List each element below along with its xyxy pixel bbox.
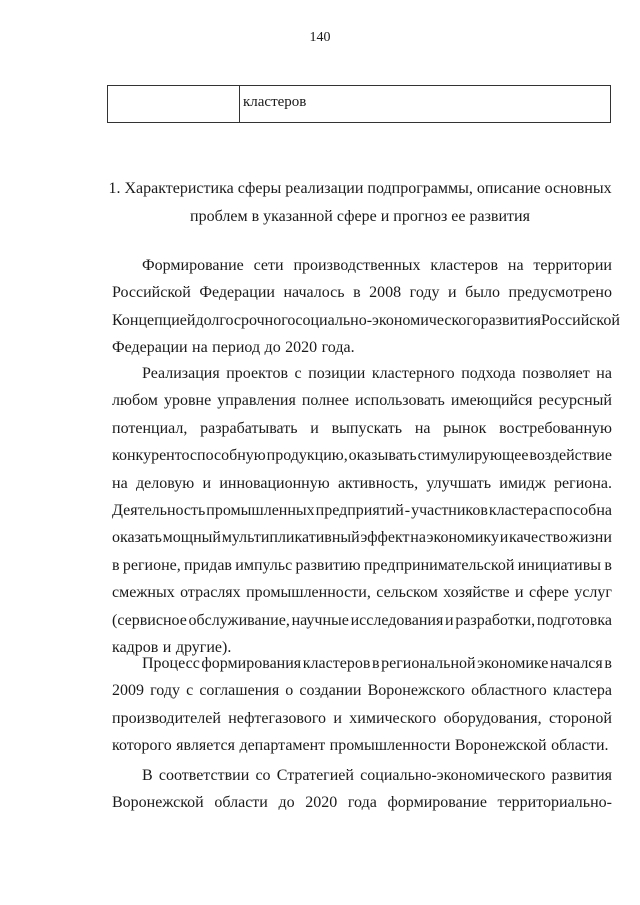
paragraph bbox=[112, 762, 612, 817]
word: в bbox=[112, 556, 120, 574]
word: качество bbox=[509, 529, 569, 547]
word: импульс bbox=[235, 556, 293, 574]
word: на bbox=[192, 339, 208, 357]
word: развития bbox=[551, 767, 612, 784]
word: соответствии bbox=[158, 767, 250, 784]
word: 2020 bbox=[285, 339, 318, 357]
text-line bbox=[112, 789, 612, 816]
word: на bbox=[414, 419, 431, 437]
text-line bbox=[112, 415, 612, 442]
word: Реализация bbox=[142, 365, 220, 382]
word: в bbox=[353, 284, 361, 302]
word: жизни bbox=[568, 529, 612, 547]
word: территориально- bbox=[497, 794, 612, 812]
word: подхода bbox=[461, 365, 516, 382]
word: подготовка bbox=[536, 611, 612, 629]
word: придав bbox=[184, 556, 232, 574]
word: с bbox=[186, 682, 194, 700]
word: предусмотрено bbox=[508, 284, 612, 302]
word: в bbox=[604, 655, 612, 672]
word: и bbox=[162, 639, 172, 657]
word: уровне bbox=[163, 392, 212, 410]
word: кластеров bbox=[302, 655, 371, 672]
word: Процесс bbox=[142, 655, 200, 672]
word: любом bbox=[112, 392, 158, 410]
word: на bbox=[596, 365, 612, 382]
word: продукцию, bbox=[266, 447, 348, 465]
word: мультипликативный bbox=[221, 529, 360, 547]
section-heading bbox=[100, 175, 620, 231]
heading-line: 1. Характеристика сферы реализации подпрограммы, описание основных bbox=[108, 180, 612, 197]
word: году bbox=[150, 682, 180, 700]
word: долгосрочного bbox=[195, 311, 296, 329]
word: области bbox=[214, 794, 268, 812]
word: Формирование bbox=[142, 257, 244, 274]
word: и bbox=[499, 529, 509, 547]
word: в bbox=[371, 655, 380, 672]
text-line bbox=[112, 442, 612, 469]
word: создании bbox=[299, 682, 362, 700]
word: соглашения bbox=[199, 682, 280, 700]
word: социально-экономического bbox=[295, 311, 481, 329]
word: мощный bbox=[162, 529, 221, 547]
word: оказать bbox=[112, 529, 162, 547]
text-line bbox=[112, 677, 612, 704]
word: Федерации bbox=[199, 284, 275, 302]
word: региональной bbox=[381, 655, 476, 672]
word: проектов bbox=[226, 365, 288, 382]
word: было bbox=[465, 284, 500, 302]
paragraph bbox=[112, 360, 612, 661]
word: производителей bbox=[112, 709, 221, 727]
word: Российской bbox=[112, 284, 191, 302]
word: экономике bbox=[477, 655, 549, 672]
word: позиции bbox=[308, 365, 366, 382]
word: Федерации bbox=[112, 339, 188, 357]
word: деловую bbox=[135, 474, 195, 492]
word: инновационную bbox=[219, 474, 330, 492]
table-fragment bbox=[107, 85, 611, 123]
word: улучшать bbox=[426, 474, 491, 492]
word: предпринимательской bbox=[363, 556, 515, 574]
word: области. bbox=[551, 737, 609, 755]
text-line bbox=[112, 552, 612, 579]
paragraph bbox=[112, 650, 612, 760]
word: до bbox=[278, 794, 295, 812]
word: Воронежской bbox=[112, 794, 204, 812]
word: промышленности bbox=[329, 737, 451, 755]
word: стимулирующее bbox=[417, 447, 529, 465]
word: областного bbox=[471, 682, 547, 700]
word: другие). bbox=[175, 639, 232, 657]
word: года. bbox=[321, 339, 355, 357]
word: о bbox=[285, 682, 294, 700]
word: является bbox=[176, 737, 235, 755]
word: Концепцией bbox=[112, 311, 196, 329]
word: управления bbox=[217, 392, 296, 410]
word: научные bbox=[291, 611, 349, 629]
word: развития bbox=[480, 311, 542, 329]
word: - bbox=[404, 502, 411, 520]
word: кластера bbox=[552, 682, 612, 700]
word: кадров bbox=[112, 639, 159, 657]
word: департамент bbox=[239, 737, 326, 755]
word: и bbox=[445, 611, 454, 629]
word: активность, bbox=[337, 474, 419, 492]
word: разработки, bbox=[455, 611, 536, 629]
word: отраслях bbox=[180, 584, 241, 602]
word: полнее bbox=[301, 392, 349, 410]
word: инициативы bbox=[517, 556, 602, 574]
word: 2009 bbox=[112, 682, 144, 700]
word: 2020 bbox=[305, 794, 338, 812]
heading-line: проблем в указанной сфере и прогноз ее развития bbox=[190, 208, 530, 225]
text-line bbox=[112, 524, 612, 551]
text-line bbox=[112, 360, 612, 387]
word: и bbox=[310, 419, 319, 437]
text-line bbox=[112, 579, 612, 606]
word: воздействие bbox=[529, 447, 612, 465]
word: (сервисное bbox=[112, 611, 187, 629]
word: с bbox=[294, 365, 302, 382]
word: имидж bbox=[499, 474, 546, 492]
text-line bbox=[112, 705, 612, 732]
word: обслуживание, bbox=[188, 611, 290, 629]
word: года bbox=[347, 794, 377, 812]
word: экономику bbox=[426, 529, 499, 547]
word: востребованную bbox=[499, 419, 612, 437]
word: 2008 bbox=[369, 284, 402, 302]
word: формирования bbox=[201, 655, 302, 672]
word: и bbox=[448, 284, 457, 302]
text-line bbox=[112, 252, 612, 279]
text-line bbox=[112, 650, 612, 677]
word: промышленности, bbox=[246, 584, 371, 602]
table-cell-empty bbox=[108, 86, 240, 122]
text-line bbox=[112, 279, 612, 306]
word: в bbox=[604, 556, 612, 574]
word: предприятий bbox=[315, 502, 404, 520]
word: способна bbox=[549, 502, 612, 520]
word: нефтегазового bbox=[228, 709, 327, 727]
text-line bbox=[112, 307, 620, 334]
word: и bbox=[515, 584, 524, 602]
text-line bbox=[112, 607, 612, 634]
text-line bbox=[112, 334, 612, 361]
word: формирование bbox=[387, 794, 487, 812]
word: рынок bbox=[443, 419, 487, 437]
word: кластера bbox=[488, 502, 549, 520]
text-line bbox=[112, 497, 612, 524]
word: разрабатывать bbox=[200, 419, 298, 437]
word: началось bbox=[283, 284, 345, 302]
word: Стратегией bbox=[276, 767, 354, 784]
word: Деятельность bbox=[112, 502, 206, 520]
word: ресурсный bbox=[538, 392, 612, 410]
word: регионе, bbox=[122, 556, 181, 574]
word: использовать bbox=[355, 392, 445, 410]
word: услуг bbox=[574, 584, 612, 602]
table-cell-text: кластеров bbox=[243, 94, 307, 110]
word: сети bbox=[253, 257, 284, 274]
word: позволяет bbox=[522, 365, 590, 382]
word: химического bbox=[349, 709, 437, 727]
word: со bbox=[255, 767, 271, 784]
word: оказывать bbox=[348, 447, 417, 465]
text-line bbox=[112, 762, 612, 789]
word: и bbox=[333, 709, 342, 727]
word: социально-экономического bbox=[360, 767, 546, 784]
word: Воронежского bbox=[367, 682, 465, 700]
word: году bbox=[409, 284, 440, 302]
page-number: 140 bbox=[309, 30, 331, 45]
word: сельском bbox=[376, 584, 438, 602]
word: региона. bbox=[554, 474, 612, 492]
word: исследования bbox=[350, 611, 444, 629]
word: кластеров bbox=[430, 257, 499, 274]
word: выпускать bbox=[331, 419, 403, 437]
word: кластерного bbox=[371, 365, 455, 382]
word: участников bbox=[411, 502, 488, 520]
paragraph bbox=[112, 252, 620, 362]
word: развитию bbox=[295, 556, 361, 574]
word: которого bbox=[112, 737, 172, 755]
word: хозяйстве bbox=[443, 584, 510, 602]
word: на bbox=[507, 257, 524, 274]
word: на bbox=[410, 529, 426, 547]
word: на bbox=[112, 474, 128, 492]
text-line bbox=[112, 732, 612, 759]
word: Российской bbox=[541, 311, 620, 329]
word: оборудования, bbox=[443, 709, 542, 727]
text-line bbox=[112, 387, 612, 414]
word: и bbox=[202, 474, 212, 492]
word: имеющийся bbox=[450, 392, 533, 410]
word: до bbox=[264, 339, 281, 357]
word: эффект bbox=[360, 529, 410, 547]
word: сфере bbox=[529, 584, 569, 602]
text-line bbox=[112, 470, 612, 497]
word: производственных bbox=[293, 257, 421, 274]
word: территории bbox=[533, 257, 612, 274]
word: конкурентоспособную bbox=[112, 447, 266, 465]
word: смежных bbox=[112, 584, 175, 602]
word: Воронежской bbox=[454, 737, 547, 755]
word: В bbox=[142, 767, 153, 784]
word: потенциал, bbox=[112, 419, 188, 437]
word: начался bbox=[550, 655, 603, 672]
word: промышленных bbox=[206, 502, 315, 520]
word: период bbox=[212, 339, 261, 357]
word: стороной bbox=[548, 709, 612, 727]
